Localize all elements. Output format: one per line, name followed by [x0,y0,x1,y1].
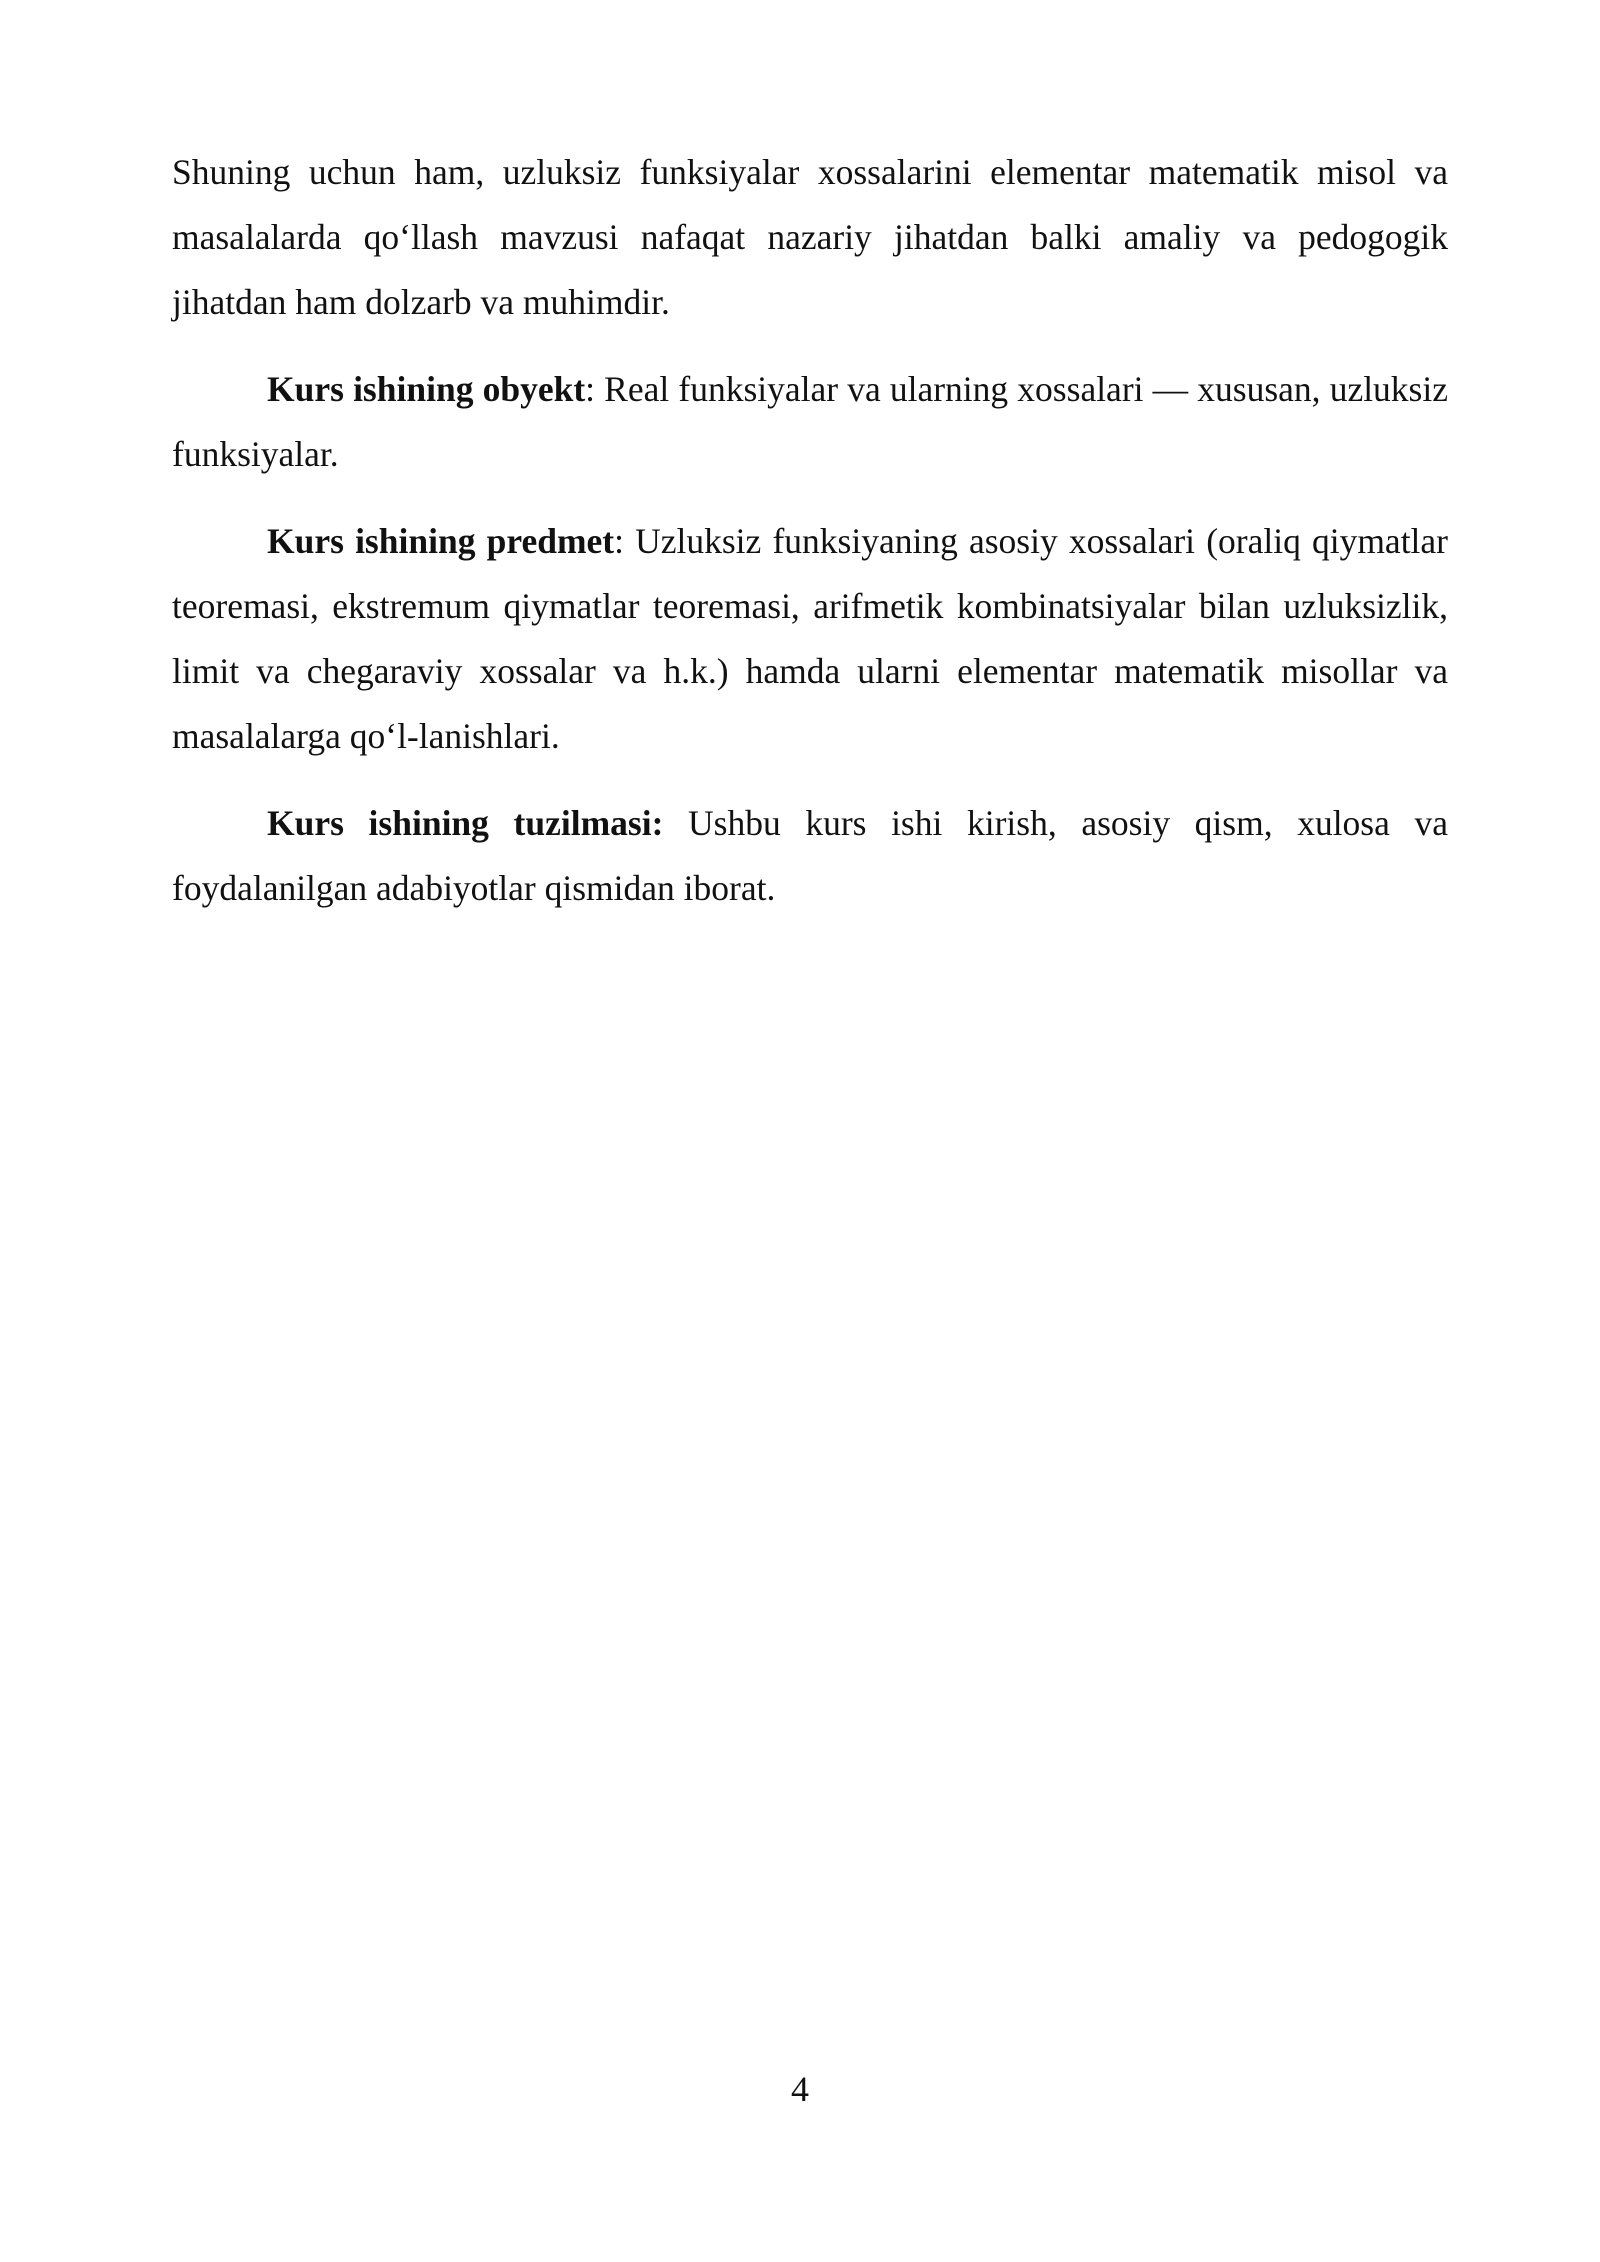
page-body [172,140,1448,943]
paragraph-object-text: : Real funksiyalar va ularning xossalari — xususan, uzluksiz funksiyalar. [172,369,1448,474]
paragraph-object-heading: Kurs ishining obyekt [267,369,586,409]
paragraph-subject [172,509,1448,769]
paragraph-structure-heading: Kurs ishining tuzilmasi: [267,803,664,843]
paragraph-subject-heading: Kurs ishining predmet [267,521,615,561]
page-number: 4 [791,2069,809,2109]
paragraph-relevance-text: Shuning uchun ham, uzluksiz funksiyalar xossalarini elementar matematik misol va masalalarda qo‘llash mavzusi nafaqat nazariy jihatdan balki amaliy va pedogogik jihatdan ham dolzarb va muhimdir. [172,152,1448,322]
paragraph-object [172,357,1448,487]
paragraph-relevance [172,140,1448,335]
paragraph-structure-text: Ushbu kurs ishi kirish, asosiy qism, xulosa va foydalanilgan adabiyotlar qismidan iborat. [172,803,1448,908]
paragraph-structure [172,791,1448,921]
paragraph-subject-text: : Uzluksiz funksiyaning asosiy xossalari (oraliq qiymatlar teoremasi, ekstremum qiymatlar teoremasi, arifmetik kombinatsiyalar bilan uzluksizlik, limit va chegaraviy xossalar va h.k.) hamda ularni elementar matematik misollar va masalalarga qo‘l-lanishlari. [172,521,1448,756]
